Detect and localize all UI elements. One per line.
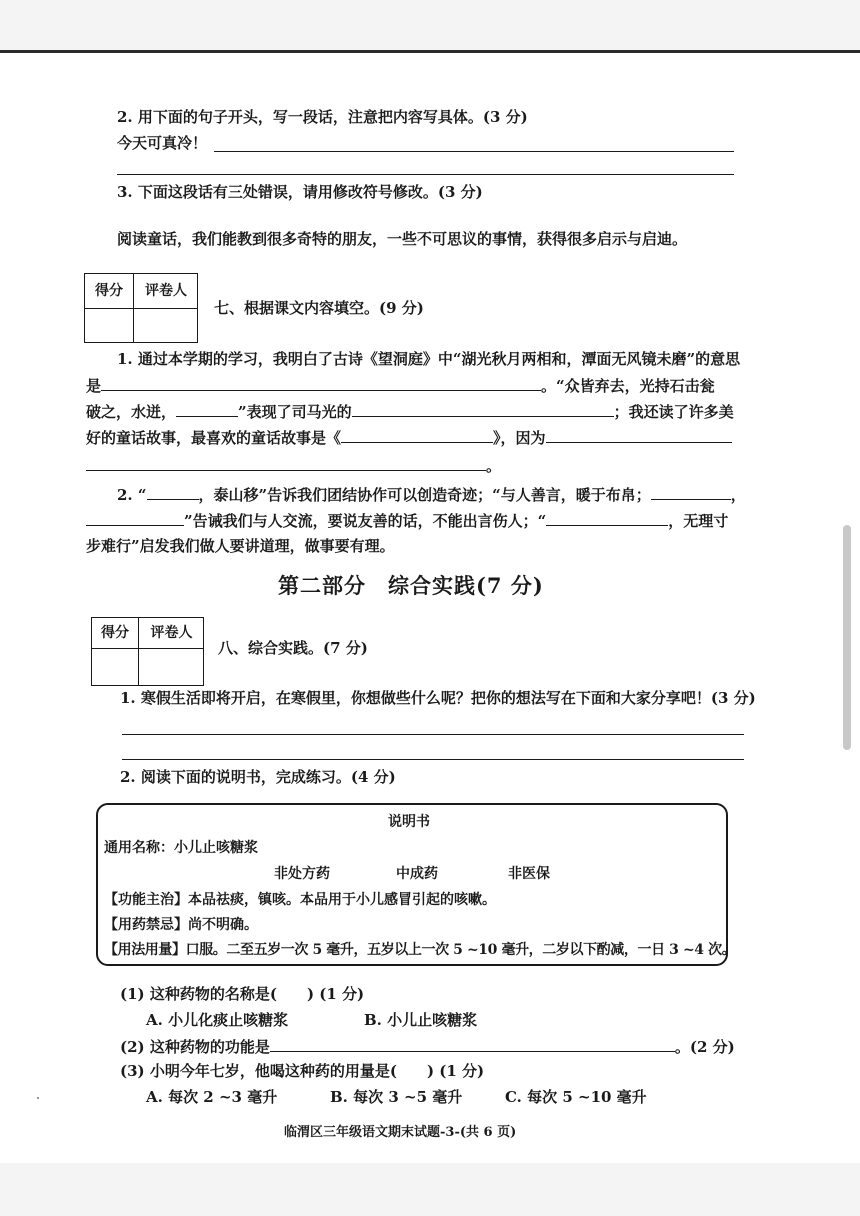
s7-q1-line4: 好的童话故事，最喜欢的童话故事是《 》，因为 <box>86 426 732 449</box>
bottom-margin <box>0 1163 860 1216</box>
manual-function: 【功能主治】本品祛痰，镇咳。本品用于小儿感冒引起的咳嗽。 <box>104 892 496 908</box>
s7-q1-line1: 1. 通过本学期的学习，我明白了古诗《望洞庭》中“湖光秋月两相和，潭面无风镜未磨”的意思 <box>117 350 741 368</box>
answer-line[interactable] <box>214 151 734 152</box>
instruction-manual-box <box>96 803 736 966</box>
section-8-heading: 八、综合实践。(7 分) <box>218 639 368 657</box>
manual-contraindication: 【用药禁忌】尚不明确。 <box>104 917 258 933</box>
q6-3-prompt: 3. 下面这段话有三处错误，请用修改符号修改。(3 分) <box>117 183 483 201</box>
fill-blank[interactable] <box>651 483 731 500</box>
sub-q3-option-c[interactable]: C. 每次 5 ~10 毫升 <box>505 1088 647 1106</box>
answer-line[interactable] <box>122 734 744 735</box>
q6-2-start: 今天可真冷！ <box>117 134 208 152</box>
q6-3-passage: 阅读童话，我们能教到很多奇特的朋友，一些不可思议的事情，获得很多启示与启迪。 <box>117 230 688 248</box>
scrollbar-thumb[interactable] <box>843 525 851 750</box>
score-label: 得分 <box>95 283 123 299</box>
manual-tag: 中成药 <box>396 866 438 882</box>
fill-blank[interactable] <box>546 426 732 443</box>
fill-blank[interactable] <box>352 400 614 417</box>
fill-blank[interactable] <box>270 1035 675 1052</box>
page-top-border <box>0 50 860 53</box>
sub-q3-option-a[interactable]: A. 每次 2 ~3 毫升 <box>146 1088 278 1106</box>
fill-blank[interactable] <box>86 509 184 526</box>
score-box <box>84 273 198 343</box>
top-margin <box>0 0 860 50</box>
score-box <box>91 617 204 686</box>
manual-tag: 非处方药 <box>274 866 330 882</box>
q6-2-prompt: 2. 用下面的句子开头，写一段话，注意把内容写具体。(3 分) <box>117 108 528 126</box>
sub-q1: (1) 这种药物的名称是( ) (1 分) <box>120 985 365 1003</box>
sub-q1-option-b[interactable]: B. 小儿止咳糖浆 <box>364 1011 478 1029</box>
s7-q2-line3: 步难行”启发我们做人要讲道理，做事要有理。 <box>86 537 395 555</box>
sub-q3-option-b[interactable]: B. 每次 3 ~5 毫升 <box>330 1088 463 1106</box>
section-7-heading: 七、根据课文内容填空。(9 分) <box>214 299 424 317</box>
manual-title: 说明书 <box>388 814 430 830</box>
manual-usage: 【用法用量】口服。二至五岁一次 5 毫升，五岁以上一次 5 ~10 毫升，二岁以下酌减，一日 3 ~4 次。 <box>104 942 736 958</box>
fill-blank[interactable] <box>341 426 493 443</box>
grader-label: 评卷人 <box>150 625 193 641</box>
part-2-title: 第二部分 综合实践(7 分) <box>278 573 544 598</box>
page-footer: 临渭区三年级语文期末试题-3-(共 6 页) <box>284 1125 517 1140</box>
sub-q2: (2) 这种药物的功能是 。(2 分) <box>120 1035 735 1058</box>
s8-q1: 1. 寒假生活即将开启，在寒假里，你想做些什么呢？把你的想法写在下面和大家分享吧！(3 分) <box>120 689 756 707</box>
s7-q1-line3: 破之，水迸， ”表现了司马光的 ；我还读了许多美 <box>86 400 734 423</box>
sub-q3: (3) 小明今年七岁，他喝这种药的用量是( ) (1 分) <box>120 1062 485 1080</box>
manual-tag: 非医保 <box>508 866 550 882</box>
grader-label: 评卷人 <box>145 283 187 299</box>
fill-blank[interactable] <box>176 400 238 417</box>
manual-name: 通用名称：小儿止咳糖浆 <box>104 840 258 856</box>
score-label: 得分 <box>101 625 129 641</box>
s8-q2: 2. 阅读下面的说明书，完成练习。(4 分) <box>120 768 396 786</box>
answer-line[interactable] <box>117 174 734 175</box>
stray-dot <box>37 1097 39 1099</box>
fill-blank[interactable] <box>86 454 486 471</box>
s7-q1-line5: 。 <box>86 454 501 477</box>
fill-blank[interactable] <box>101 374 541 391</box>
fill-blank[interactable] <box>147 483 199 500</box>
answer-line[interactable] <box>122 759 744 760</box>
fill-blank[interactable] <box>546 509 668 526</box>
sub-q1-option-a[interactable]: A. 小儿化痰止咳糖浆 <box>146 1011 289 1029</box>
s7-q2-line1: 2. “ ，泰山移”告诉我们团结协作可以创造奇迹；“与人善言，暖于布帛； ， <box>117 483 746 506</box>
s7-q1-line2: 是 。“众皆弃去，光持石击瓮 <box>86 374 715 397</box>
s7-q2-line2: ”告诫我们与人交流，要说友善的话，不能出言伤人；“ ，无理寸 <box>86 509 728 532</box>
